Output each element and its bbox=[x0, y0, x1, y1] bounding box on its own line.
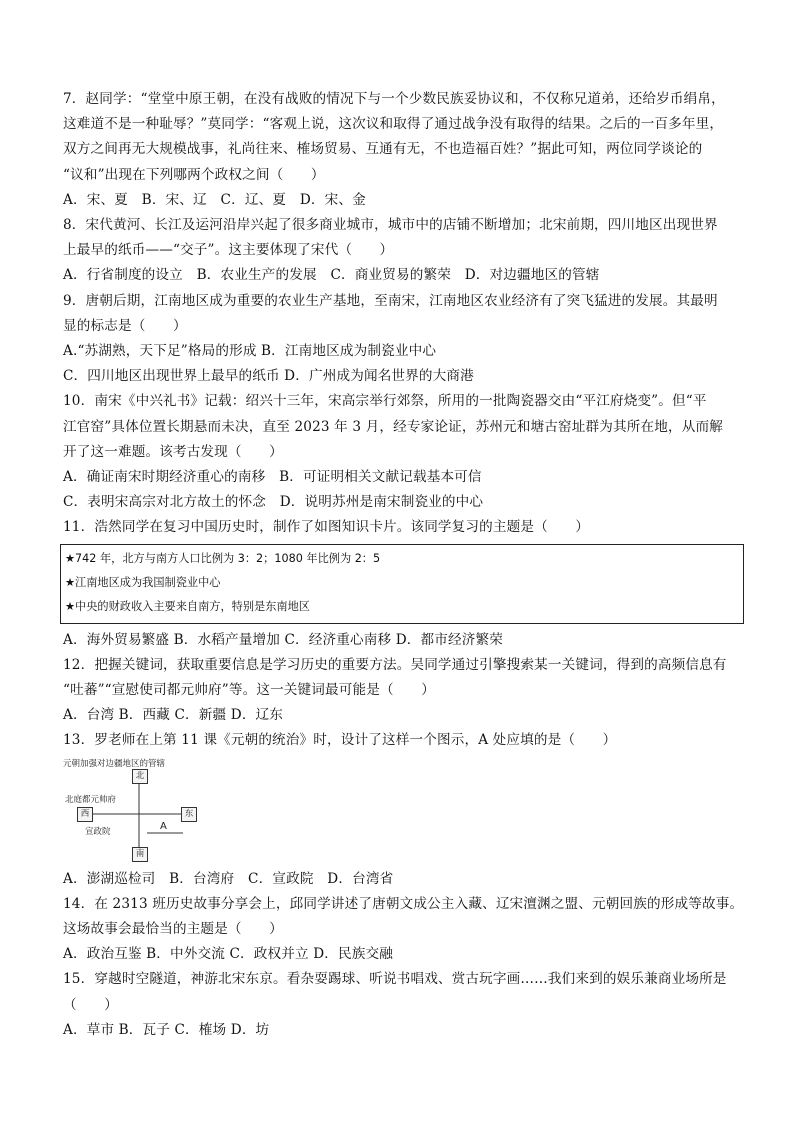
question-text: 11．浩然同学在复习中国历史时，制作了如图知识卡片。该同学复习的主题是（ ） bbox=[63, 519, 590, 536]
question-text: 12．把握关键词，获取重要信息是学习历史的重要方法。吴同学通过引擎搜索某一关键词，得到的高频信息有 bbox=[63, 656, 727, 673]
question-15 bbox=[63, 967, 743, 1043]
question-text: “议和”出现在下列哪两个政权之间（ ） bbox=[63, 166, 325, 183]
answer-options: A．澎湖巡检司 B．台湾府 C．宣政院 D．台湾省 bbox=[63, 870, 394, 887]
question-text: 这难道不是一种耻辱？”莫同学：“客观上说，这次议和取得了通过战争没有取得的结果。之后的一百多年里， bbox=[63, 116, 724, 133]
question-text: “吐蕃”“宣慰使司都元帅府”等。这一关键词最可能是（ ） bbox=[63, 682, 435, 699]
knowledge-card bbox=[60, 544, 744, 624]
answer-options: A．宋、夏 B．宋、辽 C．辽、夏 D．宋、金 bbox=[63, 191, 366, 208]
question-12 bbox=[63, 653, 743, 729]
diagram-label-xuanzheng: 宣政院 bbox=[85, 826, 111, 837]
frontier-diagram bbox=[63, 757, 203, 865]
north-box: 北 bbox=[132, 769, 148, 784]
question-text: （ ） bbox=[63, 996, 118, 1013]
answer-options: A．台湾 B．西藏 C．新疆 D．辽东 bbox=[63, 707, 284, 724]
question-text: 上最早的纸币——“交子”。这主要体现了宋代（ ） bbox=[63, 242, 394, 259]
card-item: ★742 年，北方与南方人口比例为 3：2；1080 年比例为 2：5 bbox=[65, 551, 381, 565]
answer-options: A．草市 B．瓦子 C．榷场 D．坊 bbox=[63, 1021, 270, 1038]
question-text: 显的标志是（ ） bbox=[63, 317, 187, 334]
question-list bbox=[63, 87, 743, 1043]
question-text: 9．唐朝后期，江南地区成为重要的农业生产基地，至南宋，江南地区农业经济有了突飞猛进的发展。其最明 bbox=[63, 292, 718, 309]
question-text: 开了这一难题。该考古发现（ ） bbox=[63, 443, 283, 460]
answer-options: A．确证南宋时期经济重心的南移 B．可证明相关文献记载基本可信 bbox=[63, 469, 482, 486]
question-7 bbox=[63, 87, 743, 213]
diagram-title: 元朝加强对边疆地区的管辖 bbox=[63, 758, 166, 769]
question-text: 8．宋代黄河、长江及运河沿岸兴起了很多商业城市，城市中的店铺不断增加；北宋前期，四川地区出现世界 bbox=[63, 217, 718, 234]
card-item: ★中央的财政收入主要来自南方，特别是东南地区 bbox=[65, 599, 310, 613]
answer-options: C．四川地区出现世界上最早的纸币 D．广州成为闻名世界的大商港 bbox=[63, 368, 474, 385]
question-10 bbox=[63, 389, 743, 515]
question-text: 15．穿越时空隧道，神游北宋东京。看杂耍踢球、听说书唱戏、赏古玩字画……我们来到的娱乐兼商业场所是 bbox=[63, 971, 727, 988]
question-text: 江官窑”具体位置长期悬而未决，直至 2023 年 3 月，经专家论证，苏州元和塘古窑址群为其所在地，从而解 bbox=[63, 418, 723, 435]
question-text: 13．罗老师在上第 11 课《元朝的统治》时，设计了这样一个图示，A 处应填的是（ ） bbox=[63, 732, 617, 749]
question-11 bbox=[63, 515, 743, 652]
diagram-label-a: A bbox=[160, 820, 167, 832]
question-text: 10．南宋《中兴礼书》记载：绍兴十三年，宋高宗举行郊祭，所用的一批陶瓷器交由“平江府烧变”。但“平 bbox=[63, 393, 707, 410]
question-9 bbox=[63, 289, 743, 390]
question-text: 7．赵同学：“堂堂中原王朝，在没有战败的情况下与一个少数民族妥协议和，不仅称兄道弟，还给岁币绢帛， bbox=[63, 91, 725, 107]
answer-options: C．表明宋高宗对北方故土的怀念 D．说明苏州是南宋制瓷业的中心 bbox=[63, 494, 484, 511]
answer-options: A．政治互鉴 B．中外交流 C．政权并立 D．民族交融 bbox=[63, 946, 393, 963]
east-box: 东 bbox=[181, 807, 197, 822]
question-text: 双方之间再无大规模战事，礼尚往来、榷场贸易、互通有无，不也造福百姓？”据此可知，两位同学谈论的 bbox=[63, 141, 703, 158]
diagram-label-north-court: 北庭都元帅府 bbox=[65, 794, 117, 805]
west-box: 西 bbox=[77, 807, 93, 822]
answer-options: A.“苏湖熟，天下足”格局的形成 B．江南地区成为制瓷业中心 bbox=[63, 343, 437, 360]
question-13 bbox=[63, 728, 743, 891]
question-14 bbox=[63, 892, 743, 968]
south-box: 南 bbox=[132, 847, 148, 862]
answer-options: A．海外贸易繁盛 B．水稻产量增加 C．经济重心南移 D．都市经济繁荣 bbox=[63, 631, 503, 648]
card-item: ★江南地区成为我国制瓷业中心 bbox=[65, 575, 221, 589]
question-8 bbox=[63, 213, 743, 289]
question-text: 这场故事会最恰当的主题是（ ） bbox=[63, 921, 283, 938]
question-text: 14．在 2313 班历史故事分享会上，邱同学讲述了唐朝文成公主入藏、辽宋澶渊之盟、元朝回族的形成等故事。 bbox=[63, 895, 744, 912]
answer-options: A．行省制度的设立 B．农业生产的发展 C．商业贸易的繁荣 D．对边疆地区的管辖 bbox=[63, 267, 600, 284]
